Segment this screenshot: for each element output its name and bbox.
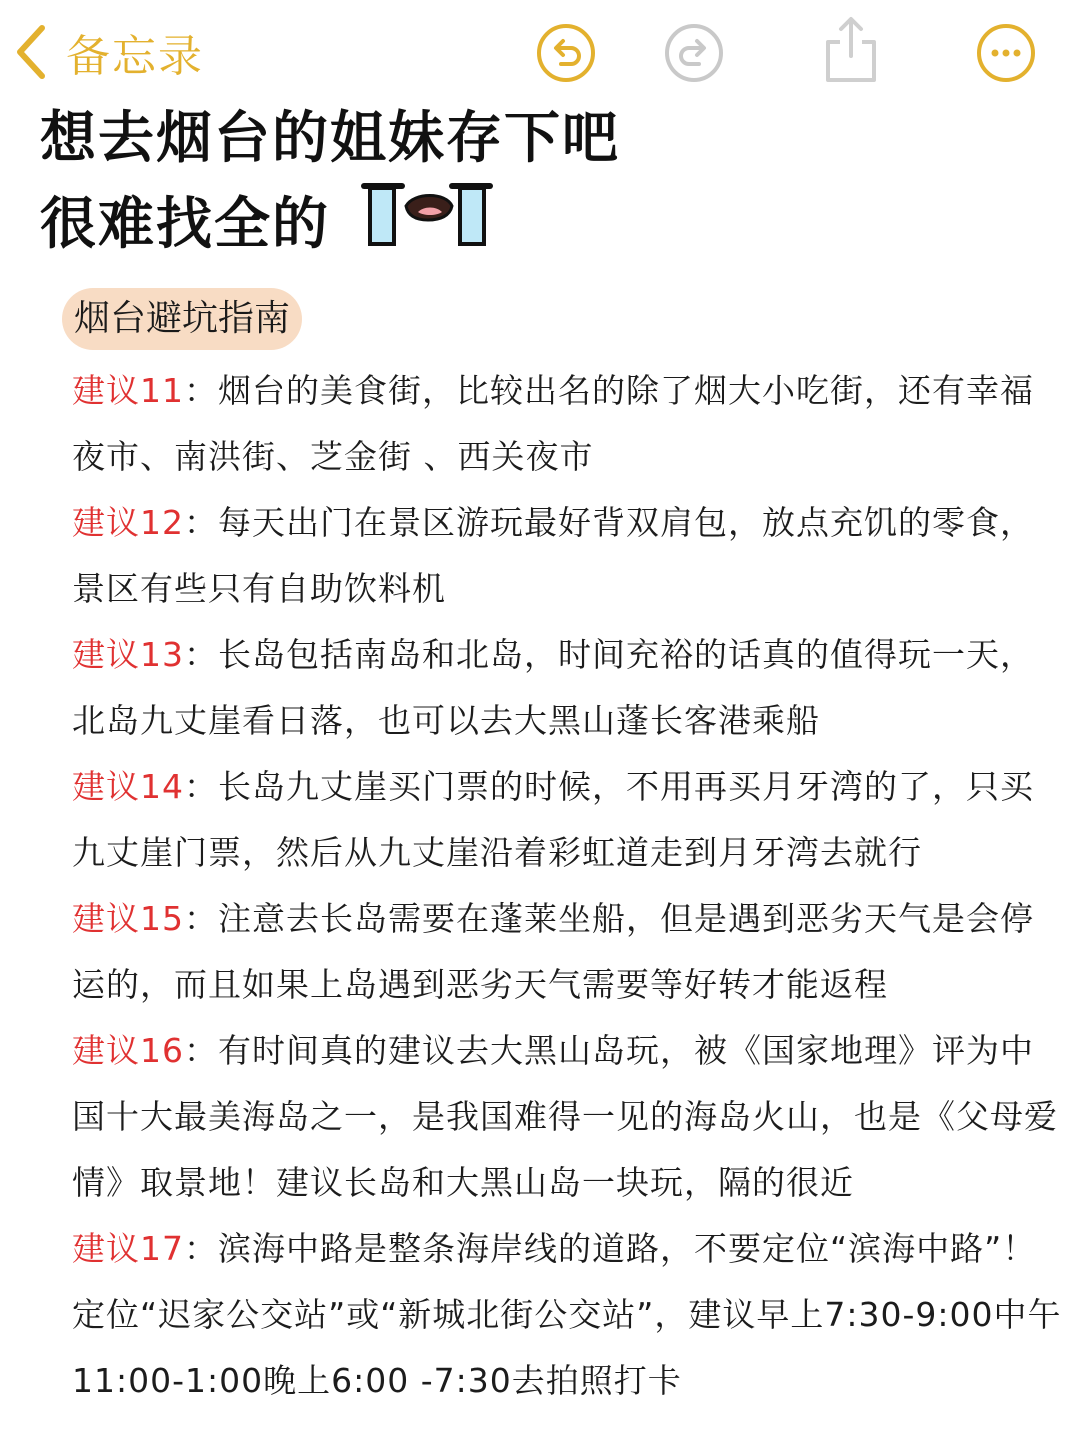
item-label: 建议17 <box>72 1229 184 1268</box>
list-item <box>72 1018 1062 1216</box>
undo-button[interactable] <box>535 22 597 84</box>
item-label: 建议11 <box>72 371 184 410</box>
item-text: 每天出门在景区游玩最好背双肩包，放点充饥的零食，景区有些只有自助饮料机 <box>72 503 1034 608</box>
list-item <box>72 358 1062 490</box>
item-separator: ： <box>184 503 218 542</box>
item-label: 建议12 <box>72 503 184 542</box>
item-separator: ： <box>184 899 218 938</box>
share-button[interactable] <box>820 14 882 76</box>
item-label: 建议15 <box>72 899 184 938</box>
list-item <box>72 886 1062 1018</box>
item-separator: ： <box>184 371 218 410</box>
item-separator: ： <box>184 767 218 806</box>
list-item <box>72 1216 1062 1414</box>
note-title <box>40 98 620 269</box>
section-tag: 烟台避坑指南 <box>62 288 302 350</box>
more-icon <box>975 22 1037 84</box>
redo-icon <box>663 22 725 84</box>
suggestion-list <box>72 358 1062 1414</box>
item-text: 长岛九丈崖买门票的时候，不用再买月牙湾的了，只买九丈崖门票，然后从九丈崖沿着彩虹道走到月牙湾去就行 <box>72 767 1034 872</box>
item-text: 滨海中路是整条海岸线的道路，不要定位“滨海中路”！定位“迟家公交站”或“新城北街公交站”，建议早上7:30-9:00中午11:00-1:00晚上6:00 -7:30去拍照打卡 <box>72 1229 1062 1400</box>
list-item <box>72 490 1062 622</box>
top-bar <box>0 0 1080 100</box>
item-separator: ： <box>184 1229 218 1268</box>
title-line-2 <box>40 180 620 269</box>
list-item <box>72 622 1062 754</box>
undo-icon <box>535 22 597 84</box>
redo-button[interactable] <box>663 22 725 84</box>
crying-face-icon <box>360 180 494 269</box>
item-label: 建议13 <box>72 635 184 674</box>
more-button[interactable] <box>975 22 1037 84</box>
item-text: 有时间真的建议去大黑山岛玩，被《国家地理》评为中国十大最美海岛之一，是我国难得一见的海岛火山，也是《父母爱情》取景地！建议长岛和大黑山岛一块玩，隔的很近 <box>72 1031 1058 1202</box>
title-line-1: 想去烟台的姐妹存下吧 <box>40 106 620 171</box>
title-line-2-text: 很难找全的 <box>40 191 330 257</box>
chevron-left-icon <box>14 24 48 80</box>
back-button[interactable] <box>14 20 204 84</box>
item-text: 烟台的美食街，比较出名的除了烟大小吃街，还有幸福夜市、南洪街、芝金街 、西关夜市 <box>72 371 1034 476</box>
item-label: 建议14 <box>72 767 184 806</box>
back-label: 备忘录 <box>66 31 204 82</box>
item-text: 注意去长岛需要在蓬莱坐船，但是遇到恶劣天气是会停运的，而且如果上岛遇到恶劣天气需要等好转才能返程 <box>72 899 1034 1004</box>
item-separator: ： <box>184 635 218 674</box>
item-label: 建议16 <box>72 1031 184 1070</box>
list-item <box>72 754 1062 886</box>
share-icon <box>820 14 882 84</box>
item-text: 长岛包括南岛和北岛，时间充裕的话真的值得玩一天，北岛九丈崖看日落，也可以去大黑山蓬长客港乘船 <box>72 635 1034 740</box>
item-separator: ： <box>184 1031 218 1070</box>
